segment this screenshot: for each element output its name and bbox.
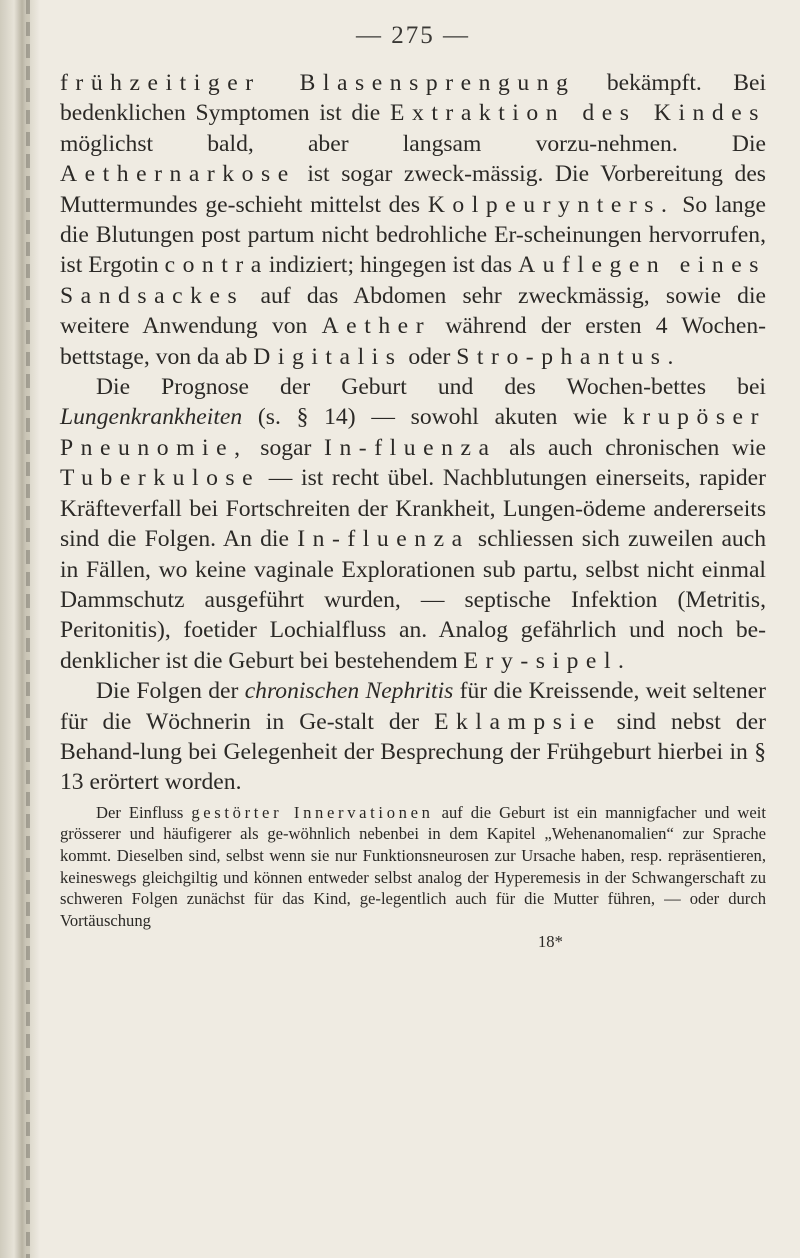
signature-mark: 18*: [538, 932, 563, 952]
spaced-text: Digitalis: [253, 343, 403, 370]
italic-text: chronischen Nephritis: [244, 678, 454, 705]
text: Die Folgen der: [96, 678, 245, 705]
paragraph-4-small: [60, 802, 766, 932]
spaced-text: frühzeitiger Blasensprengung: [60, 70, 576, 96]
spaced-text: Stro-phantus.: [456, 343, 681, 370]
book-spine: [0, 0, 40, 1258]
text: während der ersten 4 Wochen-bettstage, von da ab: [60, 313, 766, 370]
spaced-text: krupöser Pneunomie,: [60, 404, 766, 461]
text: oder: [402, 343, 457, 370]
text: — ist recht übel. Nachblutungen einerseits, rapider Kräfteverfall bei Fortschreiten der Krankheit, Lungen-ödeme andererseits sind die Folgen. An die: [60, 465, 766, 553]
text: ist sogar zweck-mässig. Die Vorbereitung des Muttermundes ge-schieht mittelst des: [60, 161, 766, 218]
spaced-text: Tuberkulose: [60, 465, 261, 492]
text: So lange die Blutungen post partum nicht bedrohliche Er-scheinungen hervorrufen, ist Ergotin: [60, 191, 766, 279]
text: möglichst bald, aber langsam vorzu-nehmen. Die: [60, 130, 766, 157]
spaced-text: Extraktion des Kindes: [390, 100, 767, 127]
spaced-text: Aethernarkose: [60, 161, 296, 188]
spaced-text: Eklampsie: [434, 708, 602, 735]
spaced-text: Ery-sipel.: [463, 647, 632, 674]
spaced-text: gestörter Innervationen: [191, 802, 434, 822]
spaced-text: contra: [164, 252, 269, 279]
spaced-text: In-fluenza: [324, 434, 497, 461]
text: auf das Abdomen sehr zweckmässig, sowie die weitere Anwendung von: [60, 282, 766, 340]
text: bekämpft. Bei bedenklichen Symptomen ist die: [60, 70, 767, 127]
page-number: — 275 —: [356, 22, 470, 49]
text: als auch chronischen wie: [496, 434, 766, 461]
text: indiziert; hingegen ist das: [268, 252, 519, 279]
text: sind nebst der Behand-lung bei Gelegenheit der Besprechung der Frühgeburt hierbei in § 13 erörtert worden.: [60, 708, 766, 796]
text: Die Prognose der Geburt und des Wochen-bettes bei: [96, 374, 766, 401]
spaced-text: In-fluenza: [297, 526, 470, 553]
paragraph-2: [60, 372, 766, 676]
text: sogar: [247, 434, 325, 461]
text: auf die Geburt ist ein mannigfacher und weit grösserer und häufigerer als ge-wöhnlich nebenbei in dem Kapitel „Wehenanomalien“ zur Sprache kommt. Dieselben sind, selbst wenn sie nur Funktionsneurosen zur Ursache haben, resp. repräsentieren, keineswegs gleichgiltig und können entweder selbst analog der Hyperemesis in der Schwangerschaft zu schweren Folgen zunächst für das Kind, ge-legentlich auch für die Mutter führen, — oder durch Vortäuschung: [60, 802, 766, 930]
text: (s. § 14) — sowohl akuten wie: [242, 404, 624, 431]
spaced-text: Auflegen eines Sandsackes: [60, 252, 767, 309]
text: für die Kreissende, weit seltener für die Wöchnerin in Ge-stalt der: [60, 678, 766, 735]
text: schliessen sich zuweilen auch in Fällen, wo keine vaginale Explorationen sub partu, selbst nicht einmal Dammschutz ausgeführt wurden, — septische Infektion (Metritis, Peritonitis), foetider Lochialfluss an. Analog gefährlich und noch be-denklicher ist die Geburt bei bestehendem: [60, 526, 766, 674]
spaced-text: Aether: [321, 313, 432, 340]
italic-text: Lungenkrankheiten: [60, 404, 243, 431]
paragraph-1: [60, 68, 766, 372]
binding-stitch: [26, 0, 30, 1258]
text: Der Einfluss: [96, 802, 192, 822]
paragraph-3: [60, 676, 766, 798]
spaced-text: Kolpeurynters.: [427, 191, 675, 218]
page: [60, 22, 766, 953]
